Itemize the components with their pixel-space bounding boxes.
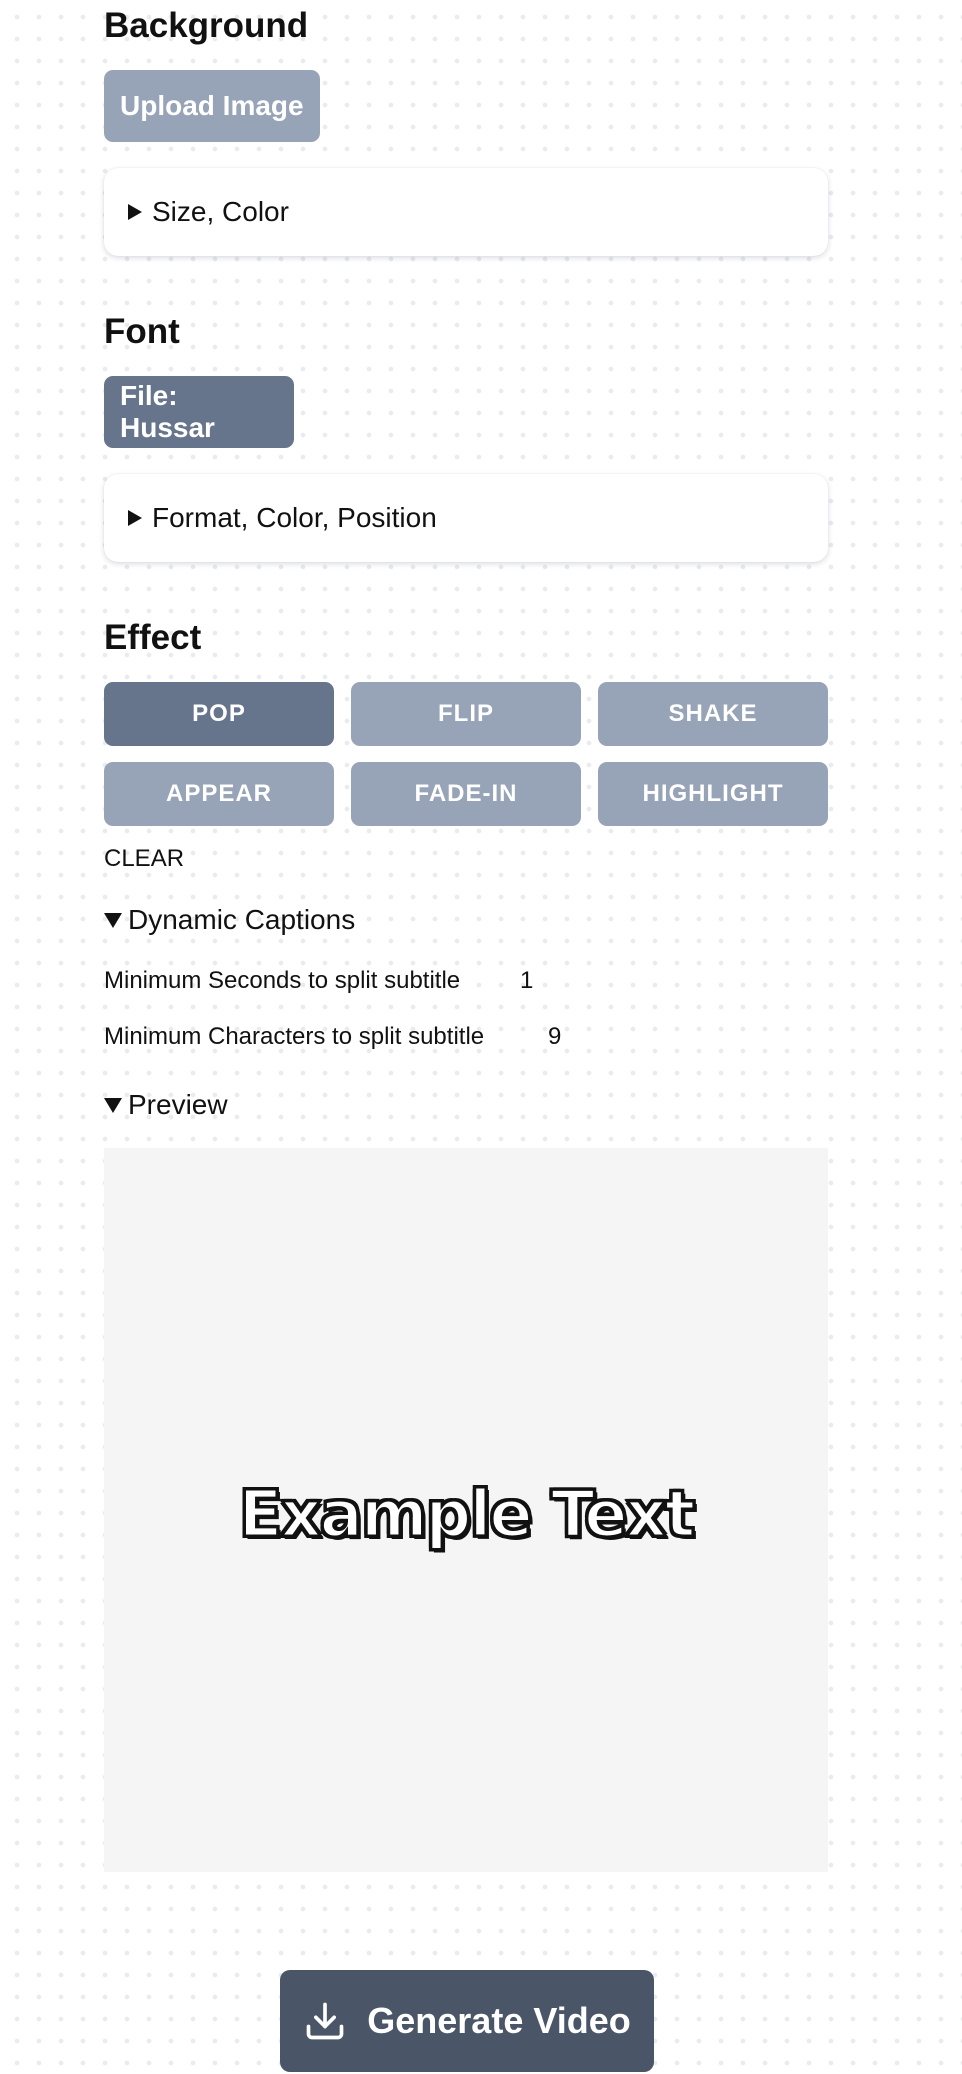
effect-pop-button[interactable]: POP bbox=[104, 682, 334, 746]
min-seconds-label: Minimum Seconds to split subtitle bbox=[104, 967, 461, 994]
min-seconds-input[interactable]: 1 bbox=[520, 967, 534, 994]
preview-sample-text: Example Text bbox=[238, 1478, 694, 1552]
font-title: Font bbox=[104, 312, 180, 351]
download-icon bbox=[303, 1999, 347, 2043]
effect-highlight-button[interactable]: HIGHLIGHT bbox=[598, 762, 828, 826]
dynamic-captions-label: Dynamic Captions bbox=[128, 904, 356, 935]
font-file-button[interactable]: File: Hussar bbox=[104, 376, 294, 448]
collapse-triangle-icon bbox=[104, 913, 122, 928]
preview-label: Preview bbox=[128, 1089, 228, 1120]
min-chars-label: Minimum Characters to split subtitle bbox=[104, 1023, 485, 1050]
expand-triangle-icon bbox=[128, 510, 142, 526]
effect-title: Effect bbox=[104, 618, 202, 657]
font-details-label: Format, Color, Position bbox=[152, 502, 437, 533]
background-title: Background bbox=[104, 6, 309, 45]
dynamic-captions-summary[interactable] bbox=[104, 903, 355, 937]
generate-video-label: Generate Video bbox=[367, 2000, 631, 2041]
effect-fade-in-button[interactable]: FADE-IN bbox=[351, 762, 581, 826]
min-chars-input[interactable]: 9 bbox=[548, 1023, 562, 1050]
clear-effect-button[interactable]: CLEAR bbox=[104, 845, 185, 872]
background-size-color-details[interactable] bbox=[104, 168, 828, 256]
upload-image-button[interactable]: Upload Image bbox=[104, 70, 320, 142]
effect-shake-button[interactable]: SHAKE bbox=[598, 682, 828, 746]
generate-video-button[interactable] bbox=[280, 1970, 654, 2072]
preview-canvas bbox=[104, 1148, 828, 1872]
font-format-details[interactable] bbox=[104, 474, 828, 562]
collapse-triangle-icon bbox=[104, 1098, 122, 1113]
effect-flip-button[interactable]: FLIP bbox=[351, 682, 581, 746]
preview-summary[interactable] bbox=[104, 1088, 228, 1122]
background-details-label: Size, Color bbox=[152, 196, 289, 227]
expand-triangle-icon bbox=[128, 204, 142, 220]
effect-appear-button[interactable]: APPEAR bbox=[104, 762, 334, 826]
